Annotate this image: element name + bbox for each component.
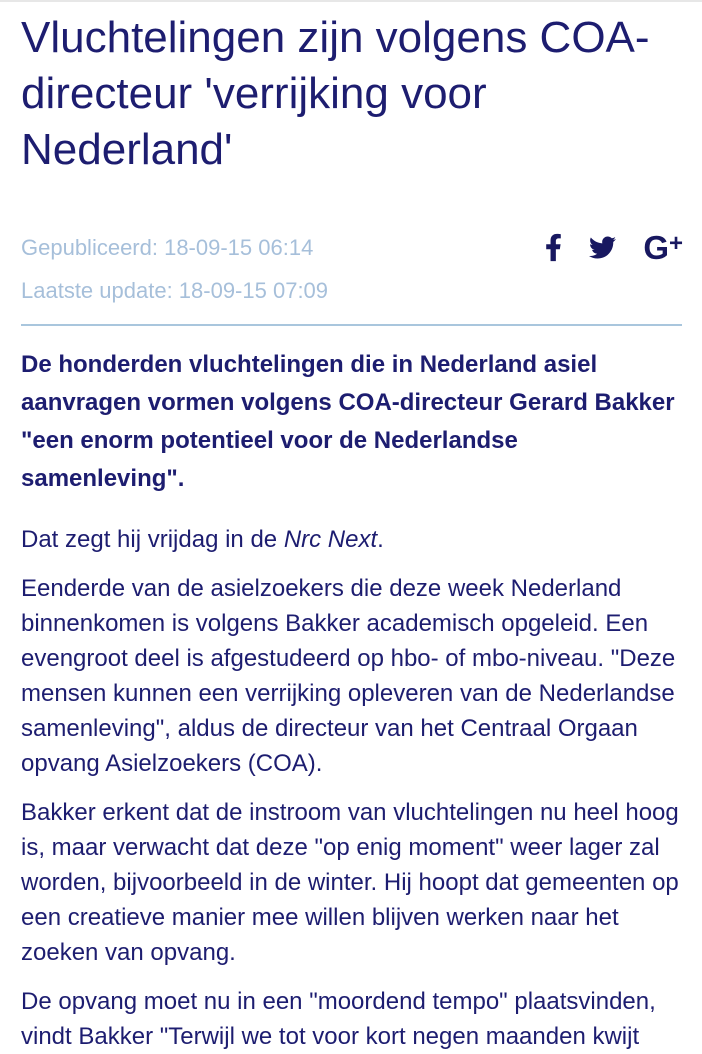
facebook-share-button[interactable] xyxy=(545,232,562,263)
top-hairline xyxy=(0,0,702,2)
googleplus-share-button[interactable] xyxy=(643,228,682,266)
meta-dates xyxy=(21,226,328,312)
published-date: Gepubliceerd: 18-09-15 06:14 xyxy=(21,235,314,260)
googleplus-plus: + xyxy=(668,229,682,257)
article-container xyxy=(0,10,702,1054)
twitter-share-button[interactable] xyxy=(586,234,619,261)
divider xyxy=(21,324,682,326)
article-title: Vluchtelingen zijn volgens COA-directeur 'verrijking voor Nederland' xyxy=(21,13,650,174)
article-paragraph: Bakker erkent dat de instroom van vluchtelingen nu heel hoog is, maar verwacht dat deze "op enig moment" weer lager zal worden, bijvoorbeeld in de winter. Hij hoopt dat gemeenten op een creatieve manier mee willen blijven werken naar het zoeken van opvang. xyxy=(21,799,679,966)
googleplus-g: G xyxy=(643,228,668,266)
facebook-icon xyxy=(545,232,562,263)
article-paragraph: De opvang moet nu in een "moordend tempo" plaatsvinden, vindt Bakker "Terwijl we tot voor kort negen maanden kwijt xyxy=(21,988,656,1050)
source-name: Nrc Next xyxy=(283,526,378,553)
article-source-line xyxy=(21,522,682,557)
article-intro: De honderden vluchtelingen die in Nederland asiel aanvragen vormen volgens COA-directeur Gerard Bakker "een enorm potentieel voor de Nederlandse samenleving". xyxy=(21,351,675,492)
article-paragraph: Eenderde van de asielzoekers die deze week Nederland binnenkomen is volgens Bakker academisch opgeleid. Een evengroot deel is afgestudeerd op hbo- of mbo-niveau. "Deze mensen kunnen een verrijking opleveren van de Nederlandse samenleving", aldus de directeur van het Centraal Orgaan opvang Asielzoekers (COA). xyxy=(21,575,676,777)
googleplus-icon xyxy=(643,228,682,266)
source-prefix: Dat zegt hij vrijdag in de xyxy=(21,526,284,553)
source-suffix: . xyxy=(377,526,384,553)
meta-row xyxy=(21,226,682,312)
updated-date: Laatste update: 18-09-15 07:09 xyxy=(21,278,329,303)
twitter-icon xyxy=(586,234,619,261)
share-buttons xyxy=(545,226,682,266)
